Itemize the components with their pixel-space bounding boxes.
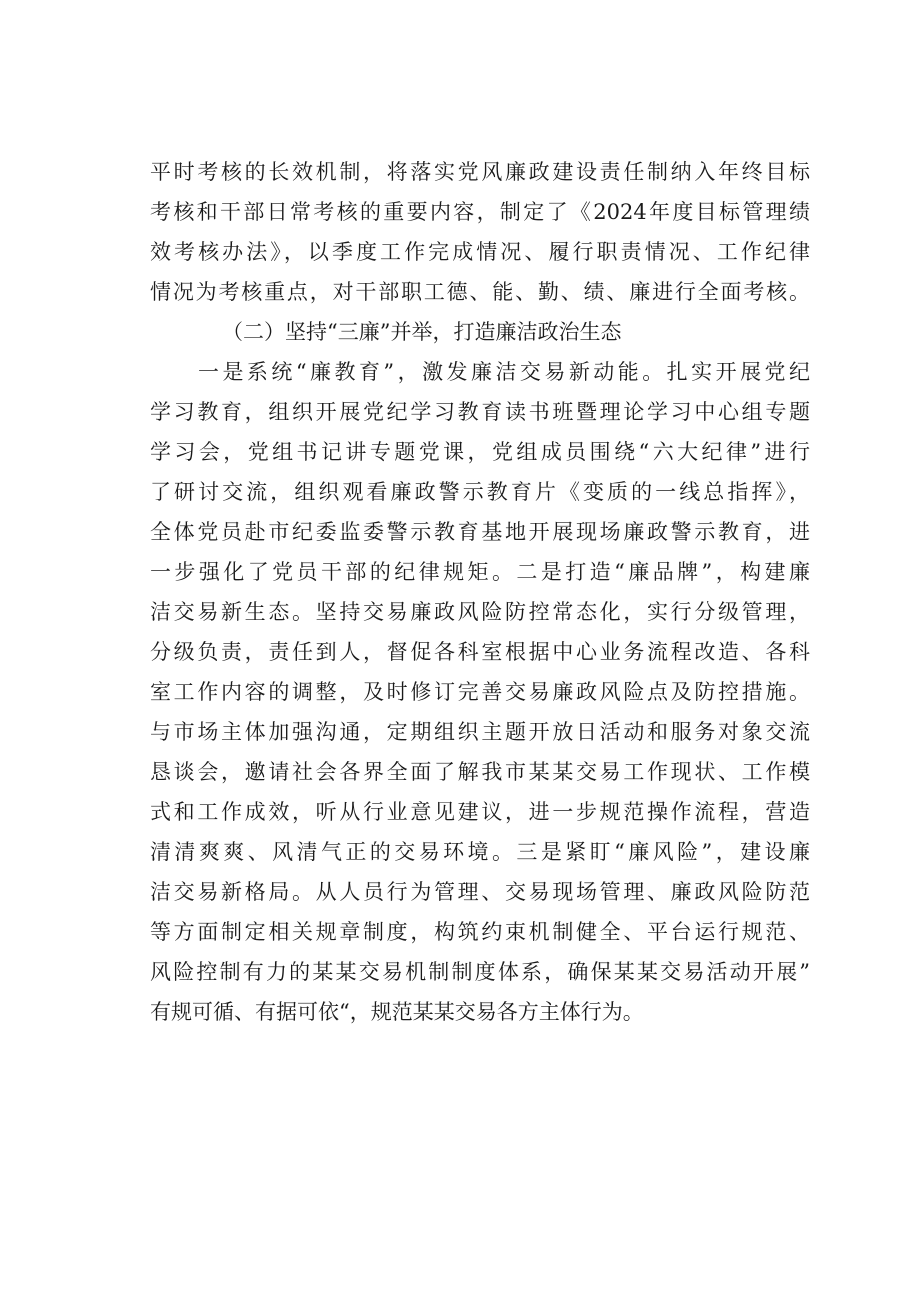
text-line: 恳谈会，邀请社会各界全面了解我市某某交易工作现状、工作模 [150, 760, 810, 784]
text-line: 学习会，党组书记讲专题党课，党组成员围绕“六大纪律”进行 [150, 440, 810, 464]
text-line: 洁交易新格局。从人员行为管理、交易现场管理、廉政风险防范 [150, 880, 810, 904]
text-line: 一是系统“廉教育”，激发廉洁交易新动能。扎实开展党纪 [198, 360, 810, 384]
section-heading: （二）坚持“三廉”并举，打造廉洁政治生态 [222, 320, 622, 344]
continuation-paragraph [150, 152, 810, 312]
text-line: 等方面制定相关规章制度，构筑约束机制健全、平台运行规范、 [150, 920, 810, 944]
text-line: 与市场主体加强沟通，定期组织主题开放日活动和服务对象交流 [150, 720, 810, 744]
text-line: 分级负责，责任到人，督促各科室根据中心业务流程改造、各科 [150, 640, 810, 664]
text-line: 式和工作成效，听从行业意见建议，进一步规范操作流程，营造 [150, 800, 810, 824]
body-paragraph [150, 352, 810, 1032]
text-line: 学习教育，组织开展党纪学习教育读书班暨理论学习中心组专题 [150, 400, 810, 424]
text-line: 效考核办法》，以季度工作完成情况、履行职责情况、工作纪律 [150, 240, 810, 264]
text-line: 室工作内容的调整，及时修订完善交易廉政风险点及防控措施。 [150, 680, 810, 704]
text-line: 平时考核的长效机制，将落实党风廉政建设责任制纳入年终目标 [150, 160, 810, 184]
text-line: 情况为考核重点，对干部职工德、能、勤、绩、廉进行全面考核。 [150, 280, 810, 304]
text-line: 清清爽爽、风清气正的交易环境。三是紧盯“廉风险”，建设廉 [150, 840, 810, 864]
document-page [150, 152, 810, 1032]
text-line: 风险控制有力的某某交易机制制度体系，确保某某交易活动开展” [150, 960, 810, 984]
text-line: 洁交易新生态。坚持交易廉政风险防控常态化，实行分级管理， [150, 600, 810, 624]
text-line: 有规可循、有据可依“，规范某某交易各方主体行为。 [150, 1000, 644, 1024]
text-line: 全体党员赴市纪委监委警示教育基地开展现场廉政警示教育，进 [150, 520, 810, 544]
text-line: 一步强化了党员干部的纪律规矩。二是打造“廉品牌”，构建廉 [150, 560, 810, 584]
text-line: 考核和干部日常考核的重要内容，制定了《2024年度目标管理绩 [150, 200, 810, 224]
text-line: 了研讨交流，组织观看廉政警示教育片《变质的一线总指挥》， [150, 480, 810, 504]
